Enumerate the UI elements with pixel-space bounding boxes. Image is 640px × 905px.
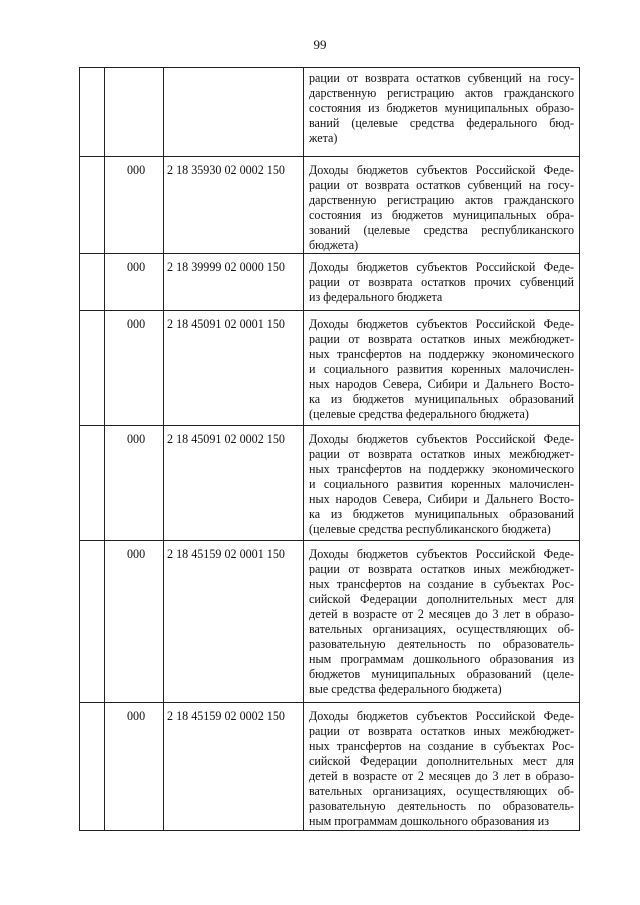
table-row [79, 311, 580, 426]
budget-code-cell: 2 18 35930 02 0002 150 [167, 163, 285, 177]
description-cell [309, 547, 574, 697]
description-line: вые средства федерального бюджета) [309, 682, 502, 696]
table-row [79, 157, 580, 254]
description-line: вательных организациях, осуществляющих об- [309, 784, 574, 798]
table-row [79, 254, 580, 311]
description-line: Доходы бюджетов субъектов Российской Феде- [309, 317, 574, 331]
description-cell [309, 432, 574, 537]
description-line: дарственную регистрацию актов гражданского [309, 86, 574, 100]
table-row [79, 541, 580, 703]
description-line: и социального развития коренных малочислен- [309, 477, 574, 491]
description-line: (целевые средства республиканского бюджета) [309, 522, 551, 536]
description-line: дарственную регистрацию актов гражданского [309, 193, 574, 207]
description-line: жета) [309, 131, 338, 145]
description-line: ка из бюджетов муниципальных образований [309, 392, 574, 406]
description-line: сийской Федерации дополнительных мест для [309, 592, 574, 606]
description-line: (целевые средства федерального бюджета) [309, 407, 529, 421]
description-line: рации от возврата остатков субвенций на госу- [309, 178, 574, 192]
description-line: состояния из бюджетов муниципальных обра- [309, 208, 574, 222]
description-line: Доходы бюджетов субъектов Российской Феде- [309, 432, 574, 446]
table-row [79, 703, 580, 831]
description-line: рации от возврата остатков иных межбюджет- [309, 724, 574, 738]
page-number: 99 [313, 37, 327, 52]
description-line: и социального развития коренных малочислен- [309, 362, 574, 376]
budget-code-cell: 2 18 45159 02 0002 150 [167, 709, 285, 723]
description-line: Доходы бюджетов субъектов Российской Феде- [309, 709, 574, 723]
description-line: ных трансфертов на создание в субъектах Рос- [309, 577, 574, 591]
description-line: ных трансфертов на поддержку экономического [309, 347, 574, 361]
description-line: ным программам дошкольного образования из [309, 652, 574, 666]
budget-code-cell: 2 18 45091 02 0001 150 [167, 317, 285, 331]
description-line: бюджета) [309, 238, 359, 252]
description-cell [309, 317, 574, 422]
admin-code-cell: 000 [127, 163, 146, 177]
description-line: Доходы бюджетов субъектов Российской Феде- [309, 547, 574, 561]
description-line: бюджетов муниципальных образований (целе- [309, 667, 574, 681]
description-cell [309, 709, 574, 829]
admin-code-cell: 000 [127, 547, 146, 561]
description-line: ных трансфертов на поддержку экономического [309, 462, 574, 476]
description-cell [309, 260, 574, 305]
description-line: рации от возврата остатков прочих субвенций [309, 275, 574, 289]
description-line: из федерального бюджета [309, 290, 443, 304]
description-line: Доходы бюджетов субъектов Российской Феде- [309, 260, 574, 274]
description-line: ка из бюджетов муниципальных образований [309, 507, 574, 521]
table-row [79, 426, 580, 541]
admin-code-cell: 000 [127, 709, 146, 723]
description-line: ным программам дошкольного образования из [309, 814, 550, 828]
admin-code-cell: 000 [127, 260, 146, 274]
description-line: разовательную деятельность по образователь- [309, 799, 574, 813]
description-line: ных народов Севера, Сибири и Дальнего Восто- [309, 492, 574, 506]
description-line: ных народов Севера, Сибири и Дальнего Восто- [309, 377, 574, 391]
description-line: разовательную деятельность по образователь- [309, 637, 574, 651]
table-row [79, 67, 580, 157]
admin-code-cell: 000 [127, 432, 146, 446]
description-line: рации от возврата остатков субвенций на госу- [309, 71, 574, 85]
admin-code-cell: 000 [127, 317, 146, 331]
description-line: ваний (целевые средства федерального бюд- [309, 116, 574, 130]
description-line: зований (целевые средства республиканского [309, 223, 574, 237]
description-line: ных трансфертов на создание в субъектах Рос- [309, 739, 574, 753]
description-cell [309, 71, 574, 146]
description-line: Доходы бюджетов субъектов Российской Феде- [309, 163, 574, 177]
description-line: состояния из бюджетов муниципальных образо- [309, 101, 574, 115]
budget-code-cell: 2 18 39999 02 0000 150 [167, 260, 285, 274]
description-line: рации от возврата остатков иных межбюджет- [309, 447, 574, 461]
budget-code-cell: 2 18 45091 02 0002 150 [167, 432, 285, 446]
description-cell [309, 163, 574, 253]
description-line: детей в возрасте от 2 месяцев до 3 лет в образо- [309, 769, 574, 783]
description-line: рации от возврата остатков иных межбюджет- [309, 332, 574, 346]
description-line: вательных организациях, осуществляющих об- [309, 622, 574, 636]
description-line: рации от возврата остатков иных межбюджет- [309, 562, 574, 576]
description-line: сийской Федерации дополнительных мест для [309, 754, 574, 768]
budget-code-cell: 2 18 45159 02 0001 150 [167, 547, 285, 561]
description-line: детей в возрасте от 2 месяцев до 3 лет в образо- [309, 607, 574, 621]
